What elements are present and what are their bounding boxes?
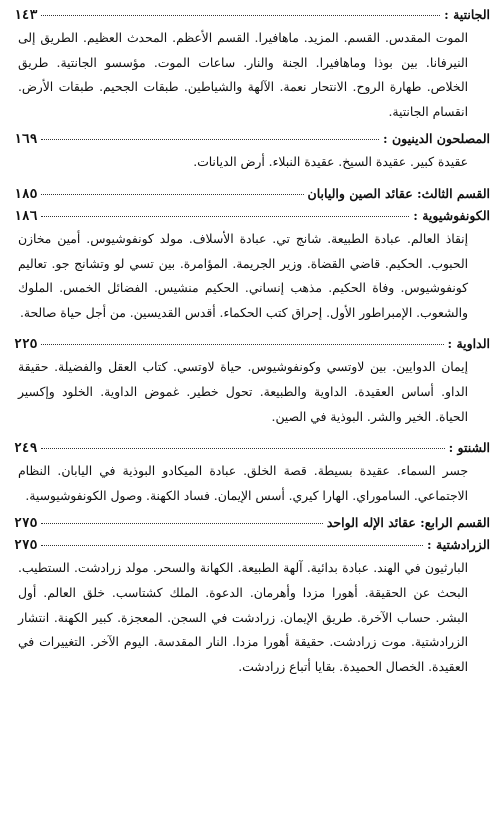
toc-entry-zoroastrianism — [14, 534, 490, 679]
toc-entry-topics: عقيدة كبير. عقيدة السيخ. عقيدة النبلاء. أرض الديانات. — [193, 155, 468, 170]
toc-entry-topics: إيمان الدوايين. بين لاوتسي وكونفوشيوس. حياة لاوتسي. كتاب العقل والفضيلة. حقيقة الداو. أساس العقيدة. الداوية والطبيعة. تحول خطير. غموض الداوية. الخلود وإكسير الحياة. الخير والشر. البوذية في الصين. — [18, 360, 468, 424]
toc-entry-taoism — [14, 333, 490, 429]
leader-dots — [41, 128, 379, 140]
toc-page-number: ١٨٦ — [14, 208, 38, 224]
toc-entry-topics: الموت المقدس. القسم. المزيد. ماهافيرا. القسم الأعظم. المحدث العظيم. الطريق إلى النيرفانا. بين بوذا وماهافيرا. الجنة والنار. ساعات الموت. مؤسسو الجانتية. طريق الخلاص. طهارة الروح. الانتحار نعمة. الآلهة والشياطين. طبقات الجحيم. طبقات الأرض. انقسام الجانتية. — [18, 31, 468, 119]
toc-page-number: ١٨٥ — [14, 186, 38, 202]
toc-heading-row — [14, 4, 490, 26]
leader-dots — [41, 4, 440, 16]
toc-section-four — [14, 512, 490, 534]
toc-section-title: القسم الرابع: عقائد الإله الواحد — [326, 515, 490, 531]
toc-entry-reformers — [14, 128, 490, 175]
toc-entry-title: الجانتية : — [444, 7, 490, 22]
toc-entry-jainism — [14, 4, 490, 124]
toc-page-number: ٢٤٩ — [14, 441, 38, 457]
leader-dots — [41, 205, 409, 217]
toc-page-number: ١٦٩ — [14, 132, 38, 148]
toc-entry-topics: إنقاذ العالم. عبادة الطبيعة. شانج تي. عبادة الأسلاف. مولد كونفوشيوس. أمين مخازن الحبوب. الحكيم. قاضي القضاة. وزير الجريمة. المؤامرة. بين تسي لو وتشانج جو. تعاليم كونفوشيوس. وفاة الحكيم. مذهب إنساني. الحكيم منشيس. الفضائل الخمس. الملوك والشعوب. الإمبراطور الأول. إحراق كتب الحكماء. أقدس القديسين. من أجل حياة صالحة. — [18, 231, 468, 320]
leader-dots — [41, 183, 303, 195]
toc-entry-title: المصلحون الدينيون : — [382, 131, 490, 147]
leader-dots — [41, 512, 322, 524]
toc-heading-row — [14, 512, 490, 534]
toc-section-three — [14, 183, 490, 205]
toc-page-number: ٢٧٥ — [14, 538, 38, 554]
toc-entry-topics: البارثيون في الهند. عبادة بدائية. آلهة الطبيعة. الكهانة والسحر. مولد زرادشت. الستطيب. البحث عن الحقيقة. أهورا مزدا وأهرمان. الدعوة. الملك كشتاسب. خلق العالم. أول البشر. حساب الآخرة. طريق الإيمان. زرادشت في السجن. المعجزة. كبير الكهنة. انتشار الزرادشتية. موت زرادشت. حقيقة أهورا مزدا. النار المقدسة. اليوم الآخر. التغييرات في العقيدة. الخصال الحميدة. بقايا أتباع زرادشت. — [18, 561, 468, 674]
toc-page-number: ١٤٣ — [14, 8, 38, 23]
toc-heading-row — [14, 205, 490, 227]
toc-heading-row — [14, 437, 490, 459]
toc-heading-row — [14, 183, 490, 205]
toc-entry-shinto — [14, 437, 490, 508]
toc-page — [0, 4, 500, 819]
toc-entry-title: الزرادشتية : — [427, 537, 490, 553]
toc-entry-title: الشنتو : — [448, 440, 490, 456]
toc-section-title: القسم الثالث: عقائد الصين واليابان — [307, 185, 490, 201]
leader-dots — [41, 534, 423, 546]
toc-entry-title: الداوية : — [447, 336, 490, 352]
toc-page-number: ٢٢٥ — [14, 337, 38, 353]
toc-page-number: ٢٧٥ — [14, 516, 38, 532]
toc-entry-topics: جسر السماء. عقيدة بسيطة. قصة الخلق. عبادة الميكادو البوذية في اليابان. النظام الاجتماعي. الساموراي. الهارا كيري. أسس الإيمان. فساد الكهنة. وصول الكونفوشيوسية. — [18, 464, 468, 503]
toc-heading-row — [14, 128, 490, 150]
toc-heading-row — [14, 333, 490, 355]
leader-dots — [41, 333, 443, 345]
toc-entry-confucianism — [14, 205, 490, 325]
leader-dots — [41, 437, 444, 449]
toc-heading-row — [14, 534, 490, 556]
toc-entry-title: الكونفوشيوية : — [413, 207, 490, 223]
